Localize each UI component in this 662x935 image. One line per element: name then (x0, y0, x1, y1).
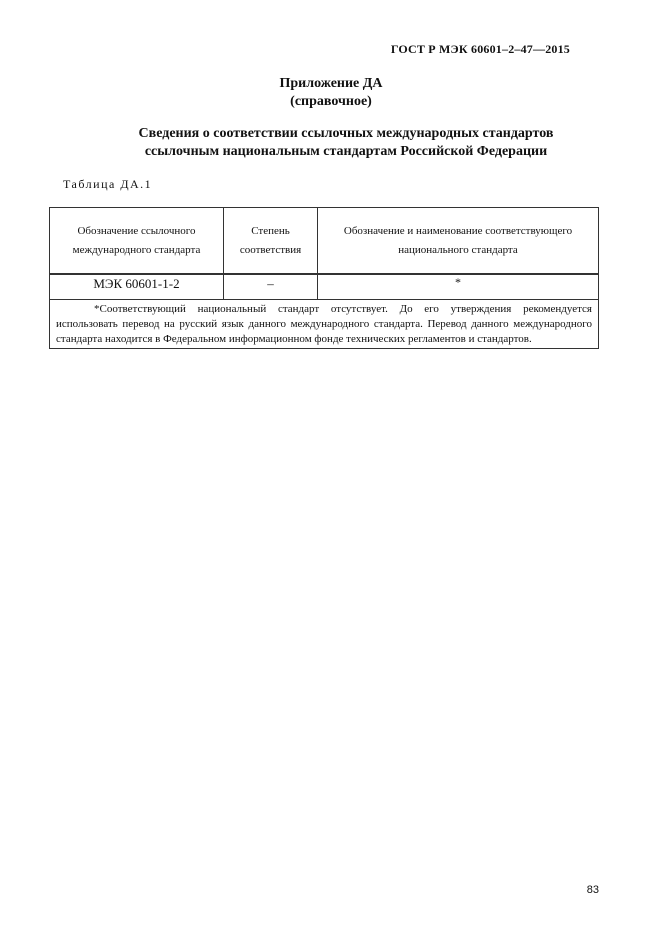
column-header-national-standard (318, 208, 599, 275)
table-caption: Таблица ДА.1 (63, 177, 153, 191)
table-row (50, 274, 599, 300)
correspondence-table (49, 207, 599, 349)
cell-international-standard: МЭК 60601-1-2 (50, 274, 224, 300)
appendix-subtitle: (справочное) (290, 94, 372, 109)
table-header-row (50, 208, 599, 275)
column-header-label: Обозначение и наименование соответствующего национального стандарта (343, 224, 573, 256)
table-footnote-row (50, 300, 599, 349)
column-header-label: Обозначение ссылочного международного стандарта (72, 224, 201, 256)
section-heading-line-1: Сведения о соответствии ссылочных международных стандартов (138, 126, 554, 141)
column-header-international-standard (50, 208, 224, 275)
appendix-title: Приложение ДА (279, 76, 383, 91)
cell-national-standard: * (318, 274, 599, 300)
cell-degree: – (224, 274, 318, 300)
standard-code: ГОСТ Р МЭК 60601–2–47—2015 (390, 42, 570, 56)
section-heading (80, 125, 612, 161)
section-heading-line-2: ссылочным национальным стандартам Российской Федерации (144, 144, 548, 159)
column-header-label: Степень соответствия (239, 224, 302, 256)
column-header-degree (224, 208, 318, 275)
table-footnote: *Соответствующий национальный стандарт отсутствует. До его утверждения рекомендуется использовать перевод на русский язык данного международного стандарта. Перевод данного международного стандарта находится в Федеральном информационном фонде технических регламентов и стандартов. (50, 300, 599, 349)
page-number: 83 (586, 884, 599, 896)
